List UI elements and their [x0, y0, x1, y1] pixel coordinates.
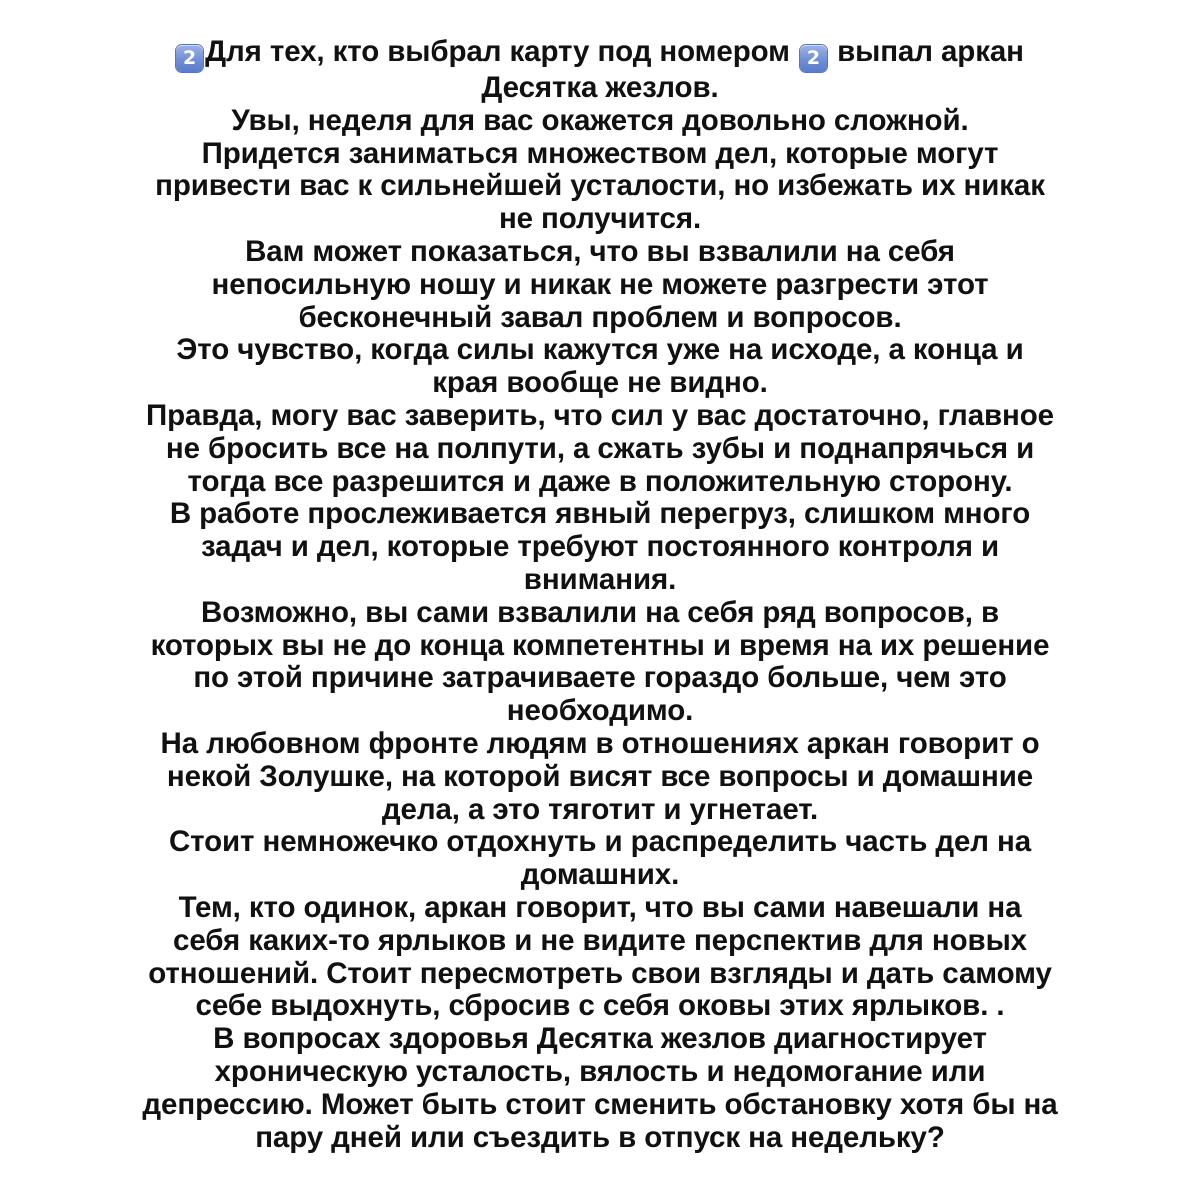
text-line: На любовном фронте людям в отношениях аркан говорит о: [160, 726, 1040, 760]
text-line: В работе прослеживается явный перегруз, слишком много: [169, 497, 1031, 531]
text-line: края вообще не видно.: [432, 366, 768, 400]
text-line: Тем, кто одинок, аркан говорит, что вы сами навешали на: [178, 890, 1022, 924]
text-line: Правда, могу вас заверить, что сил у вас достаточно, главное: [146, 398, 1054, 432]
text-line: Десятка жезлов.: [481, 71, 719, 104]
text-line: по этой причине затрачиваете гораздо больше, чем это: [193, 661, 1007, 695]
text-line: себя каких-то ярлыков и не видите перспектив для новых: [173, 923, 1027, 957]
text-line: Вам может показаться, что вы взвалили на себя: [245, 234, 955, 268]
text-line: домашних.: [520, 858, 680, 892]
text-line: Возможно, вы сами взвалили на себя ряд вопросов, в: [201, 595, 999, 629]
text-line: дела, а это тяготит и угнетает.: [381, 792, 819, 826]
text-line: себе выдохнуть, сбросив с себя оковы этих ярлыков. .: [195, 989, 1005, 1023]
text-line: отношений. Стоит пересмотреть свои взгляды и дать самому: [148, 956, 1052, 990]
text-line: внимания.: [523, 562, 677, 596]
text-line: привести вас к сильнейшей усталости, но избежать их никак: [155, 169, 1045, 203]
text-line: пару дней или съездить в отпуск на недельку?: [255, 1120, 945, 1154]
text-segment: Для тех, кто выбрал карту под номером: [205, 35, 798, 68]
text-line: бесконечный завал проблем и вопросов.: [298, 300, 902, 334]
text-line: задач и дел, которые требуют постоянного контроля и: [200, 530, 1000, 564]
text-line: В вопросах здоровья Десятка жезлов диагностирует: [213, 1022, 987, 1056]
text-line: не получится.: [498, 202, 702, 236]
text-line: депрессию. Может быть стоит сменить обстановку хотя бы на: [142, 1087, 1058, 1121]
text-line: не бросить все на полпути, а сжать зубы и поднапрячься и: [165, 431, 1035, 465]
text-line: Стоит немножечко отдохнуть и распределить часть дел на: [168, 825, 1032, 859]
text-line: необходимо.: [506, 694, 694, 728]
text-line: непосильную ношу и никак не можете разгрести этот: [211, 267, 989, 301]
text-line: Увы, неделя для вас окажется довольно сложной.: [231, 103, 969, 137]
text-line: Придется заниматься множеством дел, которые могут: [201, 136, 999, 170]
text-line-1: [60, 36, 1140, 72]
text-line: Это чувство, когда силы кажутся уже на исходе, а конца и: [176, 333, 1024, 367]
text-line: хроническую усталость, вялость и недомогание или: [214, 1054, 986, 1088]
text-segment: выпал аркан: [828, 35, 1024, 68]
text-line: тогда все разрешится и даже в положительную сторону.: [187, 464, 1013, 498]
number-two-keycap-icon: 2: [176, 45, 203, 72]
text-line: которых вы не до конца компетентны и время на их решение: [150, 628, 1050, 662]
number-two-keycap-icon: 2: [800, 45, 827, 72]
document-text: [60, 36, 1140, 1154]
text-line: некой Золушке, на которой висят все вопросы и домашние: [166, 759, 1034, 793]
